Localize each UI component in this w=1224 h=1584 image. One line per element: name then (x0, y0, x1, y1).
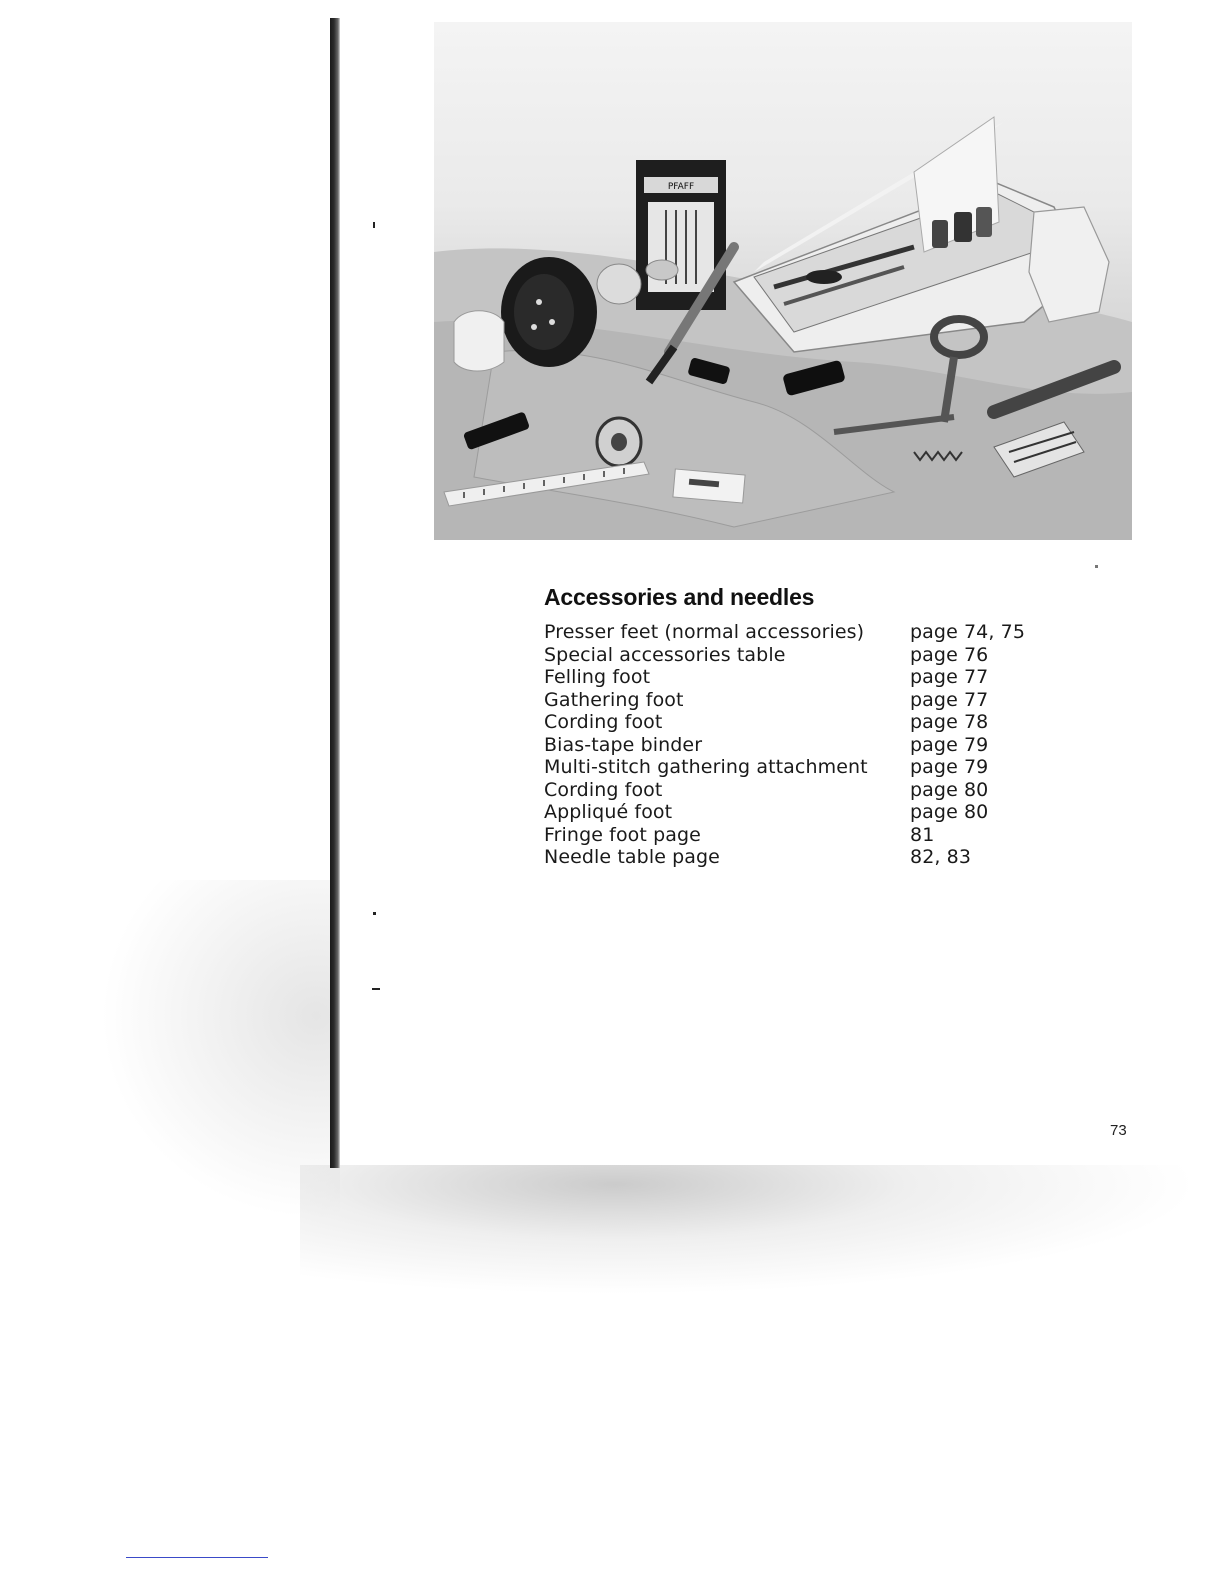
scan-speck (373, 222, 375, 228)
table-of-contents (544, 621, 1064, 869)
toc-entry-title: Presser feet (normal accessories) (544, 621, 865, 643)
toc-entry-page: page 76 (910, 643, 989, 666)
toc-entry-title: Special accessories table (544, 643, 786, 666)
toc-entry-page: page 79 (910, 733, 989, 756)
scan-shadow-bottom (300, 1165, 1200, 1295)
toc-entry-page: page 79 (910, 756, 989, 778)
toc-entry-title: Gathering foot (544, 688, 684, 711)
toc-entry-title: Multi-stitch gathering attachment (544, 756, 868, 778)
toc-entry-page: page 77 (910, 688, 989, 711)
toc-entry-title: Needle table page (544, 846, 720, 868)
toc-entry-page: page 74, 75 (910, 621, 1026, 643)
toc-row (544, 824, 1064, 847)
toc-row (544, 801, 1064, 824)
toc-row (544, 779, 1064, 802)
scan-speck (373, 912, 376, 915)
toc-entry-title: Cording foot (544, 778, 663, 801)
divider-line (126, 1557, 268, 1558)
toc-row (544, 644, 1064, 667)
toc-entry-title: Cording foot (544, 711, 663, 733)
toc-entry-page: page 78 (910, 711, 989, 733)
page-number: 73 (1110, 1122, 1127, 1139)
toc-entry-page: page 77 (910, 666, 989, 688)
toc-entry-page: 81 (910, 823, 935, 846)
toc-entry-page: page 80 (910, 801, 989, 823)
toc-row (544, 756, 1064, 779)
toc-row (544, 689, 1064, 712)
scan-speck (372, 988, 380, 990)
page-binding-edge (330, 18, 340, 1168)
toc-entry-page: 82, 83 (910, 846, 972, 868)
section-title: Accessories and needles (544, 584, 815, 610)
scan-speck (1095, 565, 1098, 568)
toc-entry-title: Appliqué foot (544, 801, 673, 823)
toc-row (544, 734, 1064, 757)
accessories-photo (434, 22, 1132, 540)
toc-entry-title: Felling foot (544, 666, 651, 688)
toc-entry-title: Fringe foot page (544, 823, 701, 846)
toc-row (544, 621, 1064, 644)
toc-row (544, 666, 1064, 689)
toc-row (544, 846, 1064, 869)
needle-pack-label: PFAFF (667, 182, 695, 192)
toc-row (544, 711, 1064, 734)
toc-entry-title: Bias-tape binder (544, 733, 703, 756)
toc-entry-page: page 80 (910, 778, 989, 801)
